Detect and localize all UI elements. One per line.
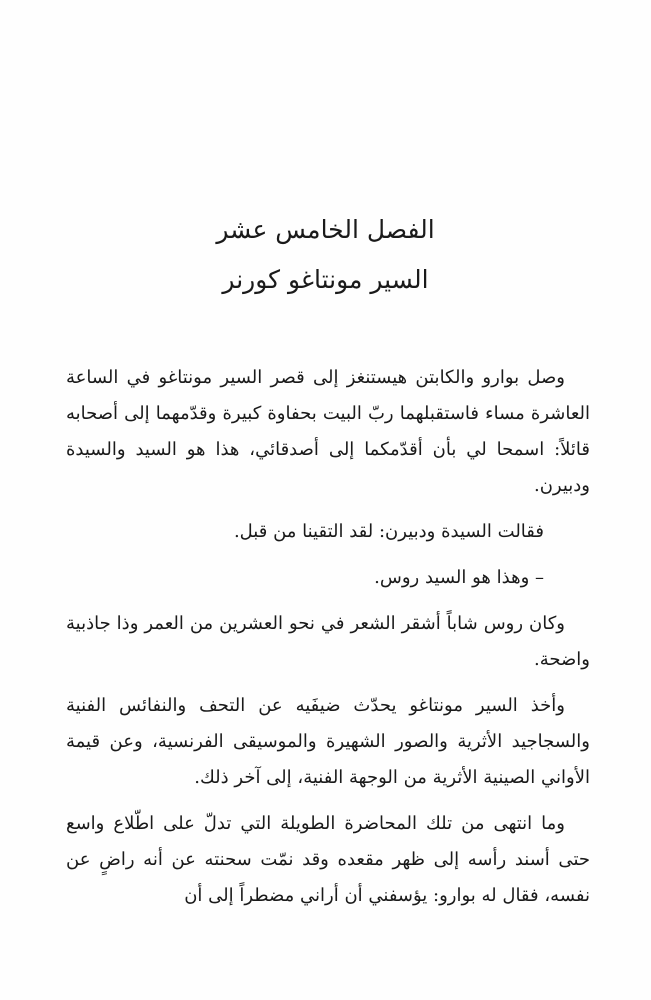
paragraph-art-talk: وأخذ السير مونتاغو يحدّث ضيفَيه عن التحف والنفائس الفنية والسجاجيد الأثرية والصور الشهيرة والموسيقى الفرنسية، وعن قيمة الأواني الصينية الأثرية من الوجهة الفنية، إلى آخر ذلك. [66,695,590,788]
chapter-name-title: السير مونتاغو كورنر [222,265,429,294]
paragraph-poirot-reply: وما انتهى من تلك المحاضرة الطويلة التي تدلّ على اطّلاع واسع حتى أسند رأسه إلى ظهر مقعده وقد نمّت سحنته عن أنه راضٍ عن نفسه، فقال له بوارو: يؤسفني أن أراني مضطراً إلى أن [66,813,590,906]
chapter-body [66,360,590,924]
paragraph-mrs-wedburn: فقالت السيدة ودبيرن: لقد التقينا من قبل. [233,521,544,542]
paragraph-arrival: وصل بوارو والكابتن هيستنغز إلى قصر السير مونتاغو في الساعة العاشرة مساء فاستقبلهما ربّ البيت بحفاوة كبيرة وقدّمهما إلى أصحابه قائلاً: اسمحا لي بأن أقدّمكما إلى أصدقائي، هذا هو السيد والسيدة ودبيرن. [66,367,590,496]
paragraph-ross-description: وكان روس شاباً أشقر الشعر في نحو العشرين من العمر وذا جاذبية واضحة. [66,613,590,670]
chapter-heading [0,205,651,305]
paragraph-mr-ross-intro: – وهذا هو السيد روس. [374,567,544,588]
chapter-number-title: الفصل الخامس عشر [216,215,435,244]
